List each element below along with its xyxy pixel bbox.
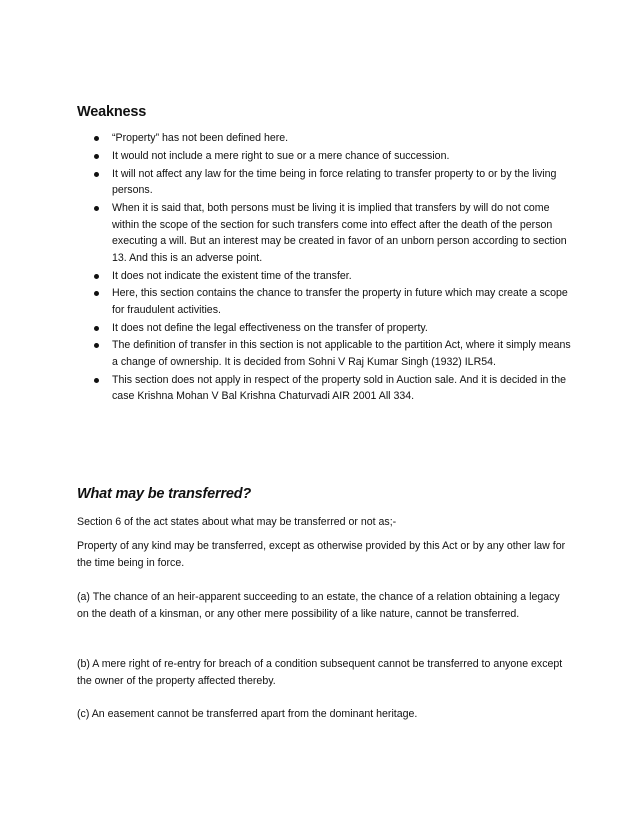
list-item — [92, 130, 572, 147]
list-item — [92, 372, 572, 405]
list-item — [92, 166, 572, 199]
section-intro-paragraph: Section 6 of the act states about what may be transferred or not as;- — [77, 516, 397, 528]
list-item — [92, 148, 572, 165]
list-item — [92, 320, 572, 337]
list-item-text: It does not indicate the existent time of the transfer. — [112, 269, 352, 282]
bullet-icon — [94, 326, 99, 331]
list-item-text: The definition of transfer in this section is not applicable to the partition Act, where it simply means a change of ownership. It is decided from Sohni V Raj Kumar Singh (1932) ILR54. — [112, 339, 571, 369]
list-item-text: It will not affect any law for the time being in force relating to transfer property to or by the living persons. — [112, 167, 557, 197]
bullet-icon — [94, 172, 99, 177]
clause-c-paragraph: (c) An easement cannot be transferred apart from the dominant heritage. — [77, 708, 418, 720]
list-item — [92, 285, 572, 318]
bullet-icon — [94, 154, 99, 159]
weakness-heading: Weakness — [77, 104, 147, 120]
clause-a-paragraph: (a) The chance of an heir-apparent succeeding to an estate, the chance of a relation obtaining a legacy on the death of a kinsman, or any other mere possibility of a like nature, cannot be transferred. — [77, 591, 560, 621]
bullet-icon — [94, 136, 99, 141]
bullet-icon — [94, 274, 99, 279]
list-item-text: It would not include a mere right to sue or a mere chance of succession. — [112, 149, 450, 162]
list-item — [92, 337, 572, 370]
list-item — [92, 200, 572, 266]
list-item-text: It does not define the legal effectiveness on the transfer of property. — [112, 321, 428, 334]
list-item-text: “Property” has not been defined here. — [112, 132, 289, 144]
list-item — [92, 268, 572, 285]
list-item-text: When it is said that, both persons must be living it is implied that transfers by will do not come within the scope of the section for such transfers come into effect after the death of the person executing a will. But an interest may be created in favor of an unborn person according to section 13. And this is an adverse point. — [112, 201, 567, 264]
list-item-text: Here, this section contains the chance to transfer the property in future which may create a scope for fraudulent activities. — [112, 287, 568, 316]
list-item-text: This section does not apply in respect of the property sold in Auction sale. And it is decided in the case Krishna Mohan V Bal Krishna Chaturvadi AIR 2001 All 334. — [112, 373, 567, 403]
property-paragraph: Property of any kind may be transferred, except as otherwise provided by this Act or by any other law for the time being in force. — [77, 540, 566, 570]
bullet-icon — [94, 206, 99, 211]
weakness-list — [92, 130, 572, 406]
transfer-heading: What may be transferred? — [77, 486, 252, 502]
bullet-icon — [94, 343, 99, 348]
clause-b-paragraph: (b) A mere right of re-entry for breach of a condition subsequent cannot be transferred to anyone except the owner of the property affected thereby. — [77, 658, 563, 688]
bullet-icon — [94, 291, 99, 296]
bullet-icon — [94, 378, 99, 383]
